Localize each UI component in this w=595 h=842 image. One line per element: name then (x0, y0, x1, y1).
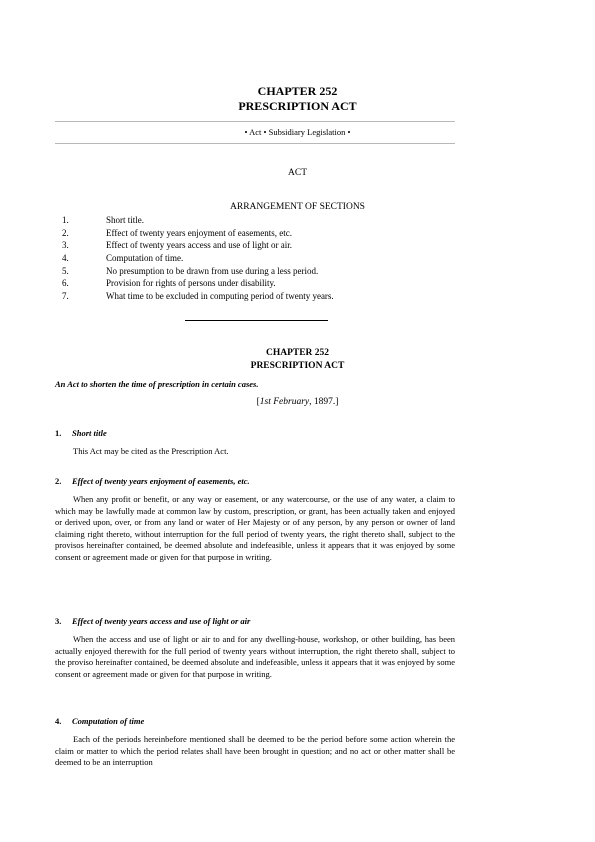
section-heading (55, 716, 144, 726)
act-label: ACT (288, 168, 307, 178)
toc-item-text: Effect of twenty years enjoyment of easements, etc. (106, 228, 293, 238)
toc-item-text: Computation of time. (106, 253, 184, 263)
toc-item-number: 6. (62, 278, 69, 288)
toc-item-number: 2. (62, 228, 69, 238)
top-rule (55, 121, 455, 122)
section-text: This Act may be cited as the Prescription Act. (73, 446, 229, 456)
body-act-title: PRESCRIPTION ACT (250, 361, 345, 371)
body-chapter-heading: CHAPTER 252 (265, 348, 330, 358)
toc-item-text: Effect of twenty years access and use of light or air. (106, 240, 293, 250)
toc-item-number: 4. (62, 253, 69, 263)
section-number: 3. (55, 616, 62, 626)
section-title: Effect of twenty years access and use of light or air (72, 616, 251, 626)
section-number: 4. (55, 716, 62, 726)
section-heading (55, 476, 250, 486)
date-italic: 1st February (259, 397, 310, 407)
section-title: Computation of time (72, 716, 145, 726)
arrangement-heading: ARRANGEMENT OF SECTIONS (230, 202, 365, 212)
toc-item-text: What time to be excluded in computing period of twenty years. (106, 291, 334, 301)
section-heading (55, 616, 250, 626)
section-text: When the access and use of light or air to and for any dwelling-house, workshop, or other building, has been actually enjoyed therewith for the full period of twenty years without interruption, the right thereto shall, subject to the proviso hereinafter contained, be deemed absolute and indefeasible, unless it appears that it was enjoyed by some consent or agreement made or given for that purpose in writing. (55, 634, 455, 679)
section-title: Effect of twenty years enjoyment of easements, etc. (72, 476, 250, 486)
date-rest: , 1897.] (309, 397, 339, 407)
toc-item-text: No presumption to be drawn from use during a less period. (106, 266, 319, 276)
legislation-nav-links[interactable]: • Act • Subsidiary Legislation • (244, 127, 351, 137)
commencement-date (0, 397, 595, 407)
section-heading (55, 428, 107, 438)
bottom-rule (55, 143, 455, 144)
section-text: When any profit or benefit, or any way or easement, or any watercourse, or the use of any water, a claim to which may be lawfully made at common law by custom, prescription, or grant, has been actually taken and enjoyed or derived upon, over, or from any land or water of Her Majesty or of any person, by any person or owner of land claiming right thereto, without interruption for the full period of twenty years, the right thereto shall, subject to the provisos hereinafter contained, be deemed absolute and indefeasible, unless it appears that it was enjoyed by some consent or agreement made or given for that purpose in writing. (55, 494, 455, 562)
toc-item-number: 5. (62, 266, 69, 276)
long-title: An Act to shorten the time of prescription in certain cases. (55, 379, 259, 389)
toc-item-text: Provision for rights of persons under disability. (106, 278, 276, 288)
section-number: 2. (55, 476, 62, 486)
toc-item-number: 1. (62, 215, 69, 225)
section-text: Each of the periods hereinbefore mentioned shall be deemed to be the period before some action wherein the claim or matter to which the period relates shall have been brought in question; and no act or other matter shall be deemed to be an interruption (55, 734, 455, 767)
section-divider (185, 320, 328, 321)
toc-item-number: 7. (62, 291, 69, 301)
date-bracket-open: [ (256, 397, 260, 407)
toc-item-text: Short title. (106, 215, 144, 225)
toc-item-number: 3. (62, 240, 69, 250)
chapter-heading: CHAPTER 252 (257, 84, 338, 98)
act-title-heading: PRESCRIPTION ACT (238, 99, 357, 113)
section-title: Short title (72, 428, 107, 438)
section-number: 1. (55, 428, 62, 438)
